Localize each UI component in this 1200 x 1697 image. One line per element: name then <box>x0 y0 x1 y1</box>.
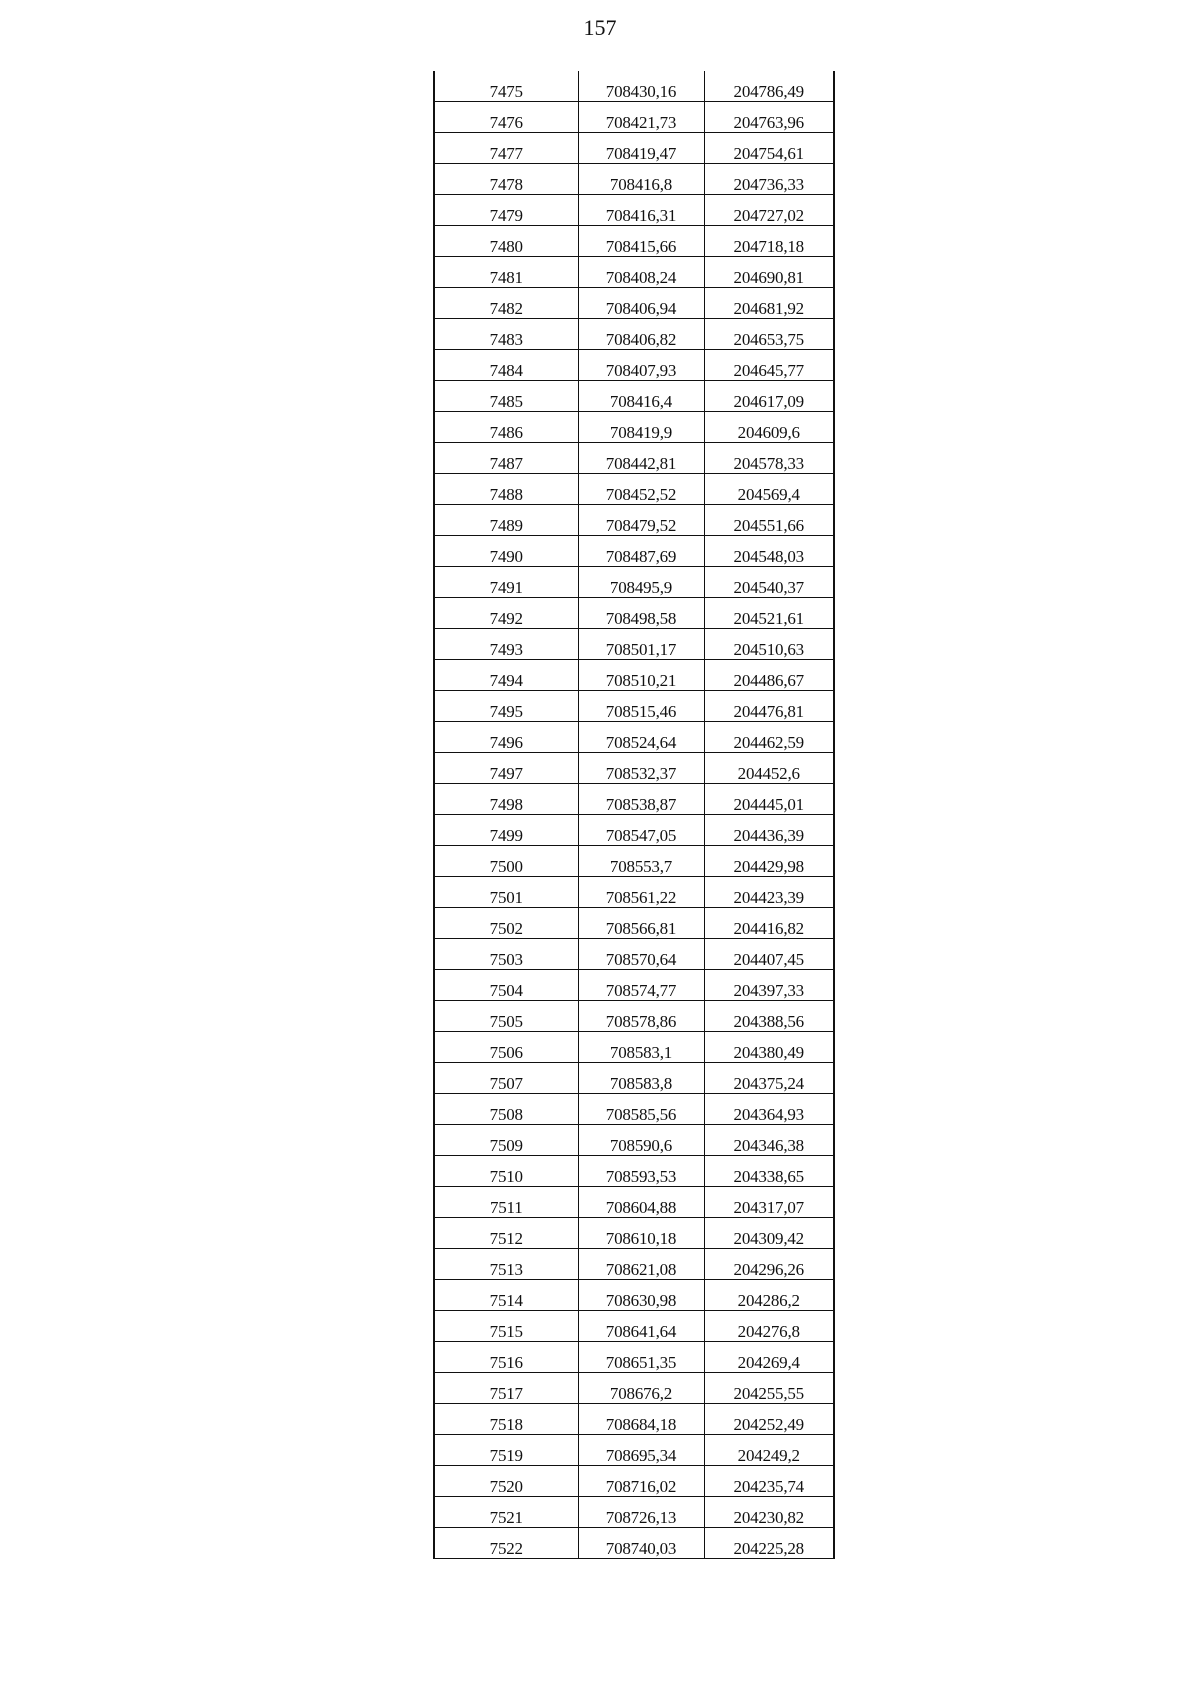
y-coordinate-cell: 204397,33 <box>704 970 834 1001</box>
x-coordinate-cell: 708495,9 <box>578 567 704 598</box>
x-coordinate-cell: 708726,13 <box>578 1497 704 1528</box>
point-number-cell: 7505 <box>434 1001 578 1032</box>
y-coordinate-cell: 204445,01 <box>704 784 834 815</box>
point-number-cell: 7485 <box>434 381 578 412</box>
y-coordinate-cell: 204286,2 <box>704 1280 834 1311</box>
table-row <box>434 226 834 257</box>
x-coordinate-cell: 708452,52 <box>578 474 704 505</box>
table-row <box>434 660 834 691</box>
table-row <box>434 505 834 536</box>
point-number-cell: 7478 <box>434 164 578 195</box>
point-number-cell: 7479 <box>434 195 578 226</box>
y-coordinate-cell: 204436,39 <box>704 815 834 846</box>
point-number-cell: 7477 <box>434 133 578 164</box>
table-row <box>434 1342 834 1373</box>
x-coordinate-cell: 708583,8 <box>578 1063 704 1094</box>
table-row <box>434 629 834 660</box>
y-coordinate-cell: 204476,81 <box>704 691 834 722</box>
table-row <box>434 1466 834 1497</box>
x-coordinate-cell: 708416,31 <box>578 195 704 226</box>
y-coordinate-cell: 204763,96 <box>704 102 834 133</box>
x-coordinate-cell: 708651,35 <box>578 1342 704 1373</box>
table-row <box>434 691 834 722</box>
point-number-cell: 7514 <box>434 1280 578 1311</box>
point-number-cell: 7518 <box>434 1404 578 1435</box>
table-row <box>434 1156 834 1187</box>
point-number-cell: 7498 <box>434 784 578 815</box>
y-coordinate-cell: 204276,8 <box>704 1311 834 1342</box>
table-row <box>434 288 834 319</box>
y-coordinate-cell: 204225,28 <box>704 1528 834 1559</box>
x-coordinate-cell: 708740,03 <box>578 1528 704 1559</box>
point-number-cell: 7512 <box>434 1218 578 1249</box>
table-row <box>434 1249 834 1280</box>
y-coordinate-cell: 204540,37 <box>704 567 834 598</box>
y-coordinate-cell: 204578,33 <box>704 443 834 474</box>
x-coordinate-cell: 708510,21 <box>578 660 704 691</box>
point-number-cell: 7487 <box>434 443 578 474</box>
point-number-cell: 7504 <box>434 970 578 1001</box>
x-coordinate-cell: 708547,05 <box>578 815 704 846</box>
x-coordinate-cell: 708524,64 <box>578 722 704 753</box>
x-coordinate-cell: 708553,7 <box>578 846 704 877</box>
table-row <box>434 71 834 102</box>
x-coordinate-cell: 708421,73 <box>578 102 704 133</box>
table-row <box>434 1404 834 1435</box>
point-number-cell: 7481 <box>434 257 578 288</box>
point-number-cell: 7515 <box>434 1311 578 1342</box>
table-row <box>434 939 834 970</box>
point-number-cell: 7491 <box>434 567 578 598</box>
point-number-cell: 7483 <box>434 319 578 350</box>
x-coordinate-cell: 708570,64 <box>578 939 704 970</box>
table-row <box>434 784 834 815</box>
point-number-cell: 7517 <box>434 1373 578 1404</box>
point-number-cell: 7521 <box>434 1497 578 1528</box>
table-row <box>434 1218 834 1249</box>
table-row <box>434 195 834 226</box>
table-row <box>434 908 834 939</box>
point-number-cell: 7513 <box>434 1249 578 1280</box>
coordinates-table <box>433 71 835 1559</box>
table-row <box>434 1497 834 1528</box>
point-number-cell: 7499 <box>434 815 578 846</box>
point-number-cell: 7475 <box>434 71 578 102</box>
point-number-cell: 7488 <box>434 474 578 505</box>
point-number-cell: 7482 <box>434 288 578 319</box>
y-coordinate-cell: 204617,09 <box>704 381 834 412</box>
point-number-cell: 7501 <box>434 877 578 908</box>
point-number-cell: 7486 <box>434 412 578 443</box>
y-coordinate-cell: 204317,07 <box>704 1187 834 1218</box>
table-row <box>434 412 834 443</box>
y-coordinate-cell: 204452,6 <box>704 753 834 784</box>
point-number-cell: 7510 <box>434 1156 578 1187</box>
table-row <box>434 1373 834 1404</box>
x-coordinate-cell: 708515,46 <box>578 691 704 722</box>
point-number-cell: 7502 <box>434 908 578 939</box>
table-row <box>434 1311 834 1342</box>
y-coordinate-cell: 204255,55 <box>704 1373 834 1404</box>
point-number-cell: 7516 <box>434 1342 578 1373</box>
y-coordinate-cell: 204230,82 <box>704 1497 834 1528</box>
x-coordinate-cell: 708532,37 <box>578 753 704 784</box>
table-row <box>434 1528 834 1559</box>
y-coordinate-cell: 204423,39 <box>704 877 834 908</box>
x-coordinate-cell: 708590,6 <box>578 1125 704 1156</box>
point-number-cell: 7520 <box>434 1466 578 1497</box>
table-row <box>434 598 834 629</box>
x-coordinate-cell: 708716,02 <box>578 1466 704 1497</box>
table-row <box>434 815 834 846</box>
y-coordinate-cell: 204727,02 <box>704 195 834 226</box>
y-coordinate-cell: 204388,56 <box>704 1001 834 1032</box>
table-row <box>434 257 834 288</box>
point-number-cell: 7484 <box>434 350 578 381</box>
table-row <box>434 319 834 350</box>
x-coordinate-cell: 708430,16 <box>578 71 704 102</box>
x-coordinate-cell: 708416,4 <box>578 381 704 412</box>
table-row <box>434 1187 834 1218</box>
table-row <box>434 1063 834 1094</box>
point-number-cell: 7493 <box>434 629 578 660</box>
y-coordinate-cell: 204416,82 <box>704 908 834 939</box>
table-row <box>434 474 834 505</box>
table-row <box>434 536 834 567</box>
table-row <box>434 846 834 877</box>
x-coordinate-cell: 708406,82 <box>578 319 704 350</box>
x-coordinate-cell: 708676,2 <box>578 1373 704 1404</box>
table-row <box>434 877 834 908</box>
point-number-cell: 7490 <box>434 536 578 567</box>
x-coordinate-cell: 708408,24 <box>578 257 704 288</box>
y-coordinate-cell: 204309,42 <box>704 1218 834 1249</box>
y-coordinate-cell: 204645,77 <box>704 350 834 381</box>
y-coordinate-cell: 204681,92 <box>704 288 834 319</box>
y-coordinate-cell: 204609,6 <box>704 412 834 443</box>
y-coordinate-cell: 204346,38 <box>704 1125 834 1156</box>
table-row <box>434 722 834 753</box>
y-coordinate-cell: 204429,98 <box>704 846 834 877</box>
x-coordinate-cell: 708416,8 <box>578 164 704 195</box>
y-coordinate-cell: 204521,61 <box>704 598 834 629</box>
table-row <box>434 1280 834 1311</box>
x-coordinate-cell: 708695,34 <box>578 1435 704 1466</box>
table-row <box>434 381 834 412</box>
y-coordinate-cell: 204653,75 <box>704 319 834 350</box>
page-number: 157 <box>583 15 617 40</box>
table-row <box>434 1125 834 1156</box>
x-coordinate-cell: 708479,52 <box>578 505 704 536</box>
x-coordinate-cell: 708641,64 <box>578 1311 704 1342</box>
x-coordinate-cell: 708566,81 <box>578 908 704 939</box>
x-coordinate-cell: 708593,53 <box>578 1156 704 1187</box>
x-coordinate-cell: 708501,17 <box>578 629 704 660</box>
table-row <box>434 133 834 164</box>
x-coordinate-cell: 708538,87 <box>578 784 704 815</box>
y-coordinate-cell: 204252,49 <box>704 1404 834 1435</box>
x-coordinate-cell: 708610,18 <box>578 1218 704 1249</box>
point-number-cell: 7500 <box>434 846 578 877</box>
table-row <box>434 970 834 1001</box>
y-coordinate-cell: 204510,63 <box>704 629 834 660</box>
x-coordinate-cell: 708407,93 <box>578 350 704 381</box>
y-coordinate-cell: 204249,2 <box>704 1435 834 1466</box>
coordinates-table-body <box>434 71 834 1559</box>
table-row <box>434 1094 834 1125</box>
table-row <box>434 1001 834 1032</box>
table-row <box>434 164 834 195</box>
y-coordinate-cell: 204718,18 <box>704 226 834 257</box>
point-number-cell: 7480 <box>434 226 578 257</box>
x-coordinate-cell: 708415,66 <box>578 226 704 257</box>
y-coordinate-cell: 204269,4 <box>704 1342 834 1373</box>
x-coordinate-cell: 708604,88 <box>578 1187 704 1218</box>
table-row <box>434 443 834 474</box>
x-coordinate-cell: 708442,81 <box>578 443 704 474</box>
point-number-cell: 7506 <box>434 1032 578 1063</box>
point-number-cell: 7519 <box>434 1435 578 1466</box>
y-coordinate-cell: 204736,33 <box>704 164 834 195</box>
point-number-cell: 7522 <box>434 1528 578 1559</box>
x-coordinate-cell: 708621,08 <box>578 1249 704 1280</box>
point-number-cell: 7511 <box>434 1187 578 1218</box>
x-coordinate-cell: 708578,86 <box>578 1001 704 1032</box>
point-number-cell: 7507 <box>434 1063 578 1094</box>
point-number-cell: 7509 <box>434 1125 578 1156</box>
x-coordinate-cell: 708630,98 <box>578 1280 704 1311</box>
x-coordinate-cell: 708561,22 <box>578 877 704 908</box>
y-coordinate-cell: 204296,26 <box>704 1249 834 1280</box>
y-coordinate-cell: 204690,81 <box>704 257 834 288</box>
table-row <box>434 1032 834 1063</box>
x-coordinate-cell: 708574,77 <box>578 970 704 1001</box>
point-number-cell: 7494 <box>434 660 578 691</box>
point-number-cell: 7508 <box>434 1094 578 1125</box>
y-coordinate-cell: 204407,45 <box>704 939 834 970</box>
y-coordinate-cell: 204486,67 <box>704 660 834 691</box>
point-number-cell: 7492 <box>434 598 578 629</box>
table-row <box>434 102 834 133</box>
x-coordinate-cell: 708583,1 <box>578 1032 704 1063</box>
x-coordinate-cell: 708684,18 <box>578 1404 704 1435</box>
table-row <box>434 350 834 381</box>
point-number-cell: 7476 <box>434 102 578 133</box>
y-coordinate-cell: 204364,93 <box>704 1094 834 1125</box>
x-coordinate-cell: 708406,94 <box>578 288 704 319</box>
x-coordinate-cell: 708585,56 <box>578 1094 704 1125</box>
table-row <box>434 1435 834 1466</box>
y-coordinate-cell: 204375,24 <box>704 1063 834 1094</box>
x-coordinate-cell: 708419,9 <box>578 412 704 443</box>
y-coordinate-cell: 204380,49 <box>704 1032 834 1063</box>
x-coordinate-cell: 708487,69 <box>578 536 704 567</box>
y-coordinate-cell: 204551,66 <box>704 505 834 536</box>
y-coordinate-cell: 204548,03 <box>704 536 834 567</box>
table-row <box>434 567 834 598</box>
y-coordinate-cell: 204569,4 <box>704 474 834 505</box>
point-number-cell: 7495 <box>434 691 578 722</box>
point-number-cell: 7496 <box>434 722 578 753</box>
point-number-cell: 7497 <box>434 753 578 784</box>
y-coordinate-cell: 204754,61 <box>704 133 834 164</box>
x-coordinate-cell: 708419,47 <box>578 133 704 164</box>
point-number-cell: 7503 <box>434 939 578 970</box>
y-coordinate-cell: 204462,59 <box>704 722 834 753</box>
y-coordinate-cell: 204786,49 <box>704 71 834 102</box>
point-number-cell: 7489 <box>434 505 578 536</box>
y-coordinate-cell: 204338,65 <box>704 1156 834 1187</box>
table-row <box>434 753 834 784</box>
y-coordinate-cell: 204235,74 <box>704 1466 834 1497</box>
x-coordinate-cell: 708498,58 <box>578 598 704 629</box>
